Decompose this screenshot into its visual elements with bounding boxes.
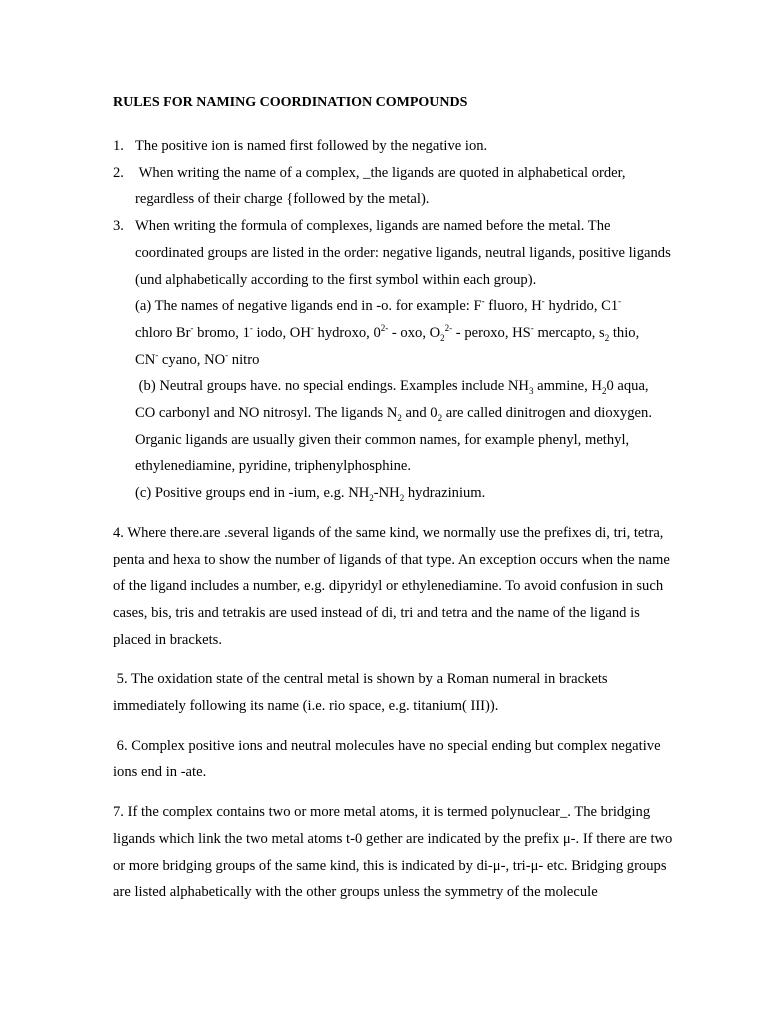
item-text: When writing the name of a complex, _the ligands are quoted in alphabetical order, regardless of their charge {followed by the metal).: [135, 164, 630, 208]
superscript: -: [155, 349, 159, 360]
text-run: thio,: [609, 324, 640, 341]
rules-list: [113, 133, 675, 507]
text-run: CN: [135, 351, 156, 368]
subscript: 3: [528, 386, 534, 397]
superscript: -: [541, 296, 545, 307]
superscript: -: [481, 296, 485, 307]
sub-item-b: [135, 373, 675, 480]
superscript: -: [310, 323, 314, 334]
superscript: 2-: [444, 323, 453, 334]
text-run: -NH: [373, 485, 400, 502]
superscript: -: [225, 349, 229, 360]
text-run: hydrazinium.: [404, 485, 486, 502]
sub-item-c: [135, 480, 675, 507]
document-page: [113, 93, 675, 906]
item-number: 1.: [113, 138, 124, 154]
text-run: bromo, 1: [193, 324, 250, 341]
spacer: [113, 507, 675, 520]
subscript: 2: [437, 412, 443, 423]
spacer: [113, 653, 675, 666]
text-run: fluoro, H: [484, 298, 542, 315]
sub-item-a: [135, 293, 675, 373]
text-run: ammine, H: [533, 378, 602, 395]
item-number: 3.: [113, 218, 124, 235]
item-text: When writing the formula of complexes, ligands are named before the metal. The coordinated groups are listed in the order: negative ligands, neutral ligands, positive ligands (und alphabetically according to the first symbol within each group).: [135, 218, 671, 288]
text-run: (b) Neutral groups have. no special endings. Examples include NH: [135, 378, 529, 395]
subscript: 2: [399, 493, 405, 504]
paragraph: 6. Complex positive ions and neutral molecules have no special ending but complex negative ions end in -ate.: [113, 737, 665, 781]
subscript: 2: [601, 386, 607, 397]
spacer: [113, 786, 675, 799]
text-run: and 0: [401, 405, 438, 422]
paragraph: 7. If the complex contains two or more metal atoms, it is termed polynuclear_. The bridging ligands which link the two metal atoms t-0 gether are indicated by the prefix μ-. If there are two or more bridging groups of the same kind, this is indicated by di-μ-, tri-μ- etc. Bridging groups are listed alphabetically with the other groups unless the symmetry of the molecule: [113, 804, 673, 901]
superscript: 2-: [380, 323, 389, 334]
text-run: (a) The names of negative ligands end in -o. for example: F: [135, 298, 482, 315]
text-run: - peroxo, HS: [452, 324, 531, 341]
item-number: 2.: [113, 164, 124, 181]
text-run: cyano, NO: [158, 351, 226, 368]
list-item: [113, 133, 675, 160]
superscript: -: [618, 296, 622, 307]
paragraph: 5. The oxidation state of the central metal is shown by a Roman numeral in brackets immediately following its name (i.e. rio space, e.g. titanium( III)).: [113, 671, 612, 715]
document-title: RULES FOR NAMING COORDINATION COMPOUNDS: [113, 95, 468, 110]
text-run: CO carbonyl and NO nitrosyl. The ligands N: [135, 405, 398, 422]
text-run: - oxo, O: [388, 324, 441, 341]
text-run: hydroxo, 0: [313, 324, 381, 341]
paragraph: 4. Where there.are .several ligands of the same kind, we normally use the prefixes di, tri, tetra, penta and hexa to show the number of ligands of that type. An exception occurs when the name of the ligand includes a number, e.g. dipyridyl or ethylenediamine. To avoid confusion in such cases, bis, tris and tetrakis are used instead of di, tri and tetra and the name of the ligand is placed in brackets.: [113, 524, 670, 648]
text-run: 0 aqua,: [606, 378, 649, 395]
item-text: The positive ion is named first followed by the negative ion.: [135, 138, 488, 154]
text-run: are called dinitrogen and dioxygen.: [442, 405, 652, 422]
text-run: nitro: [228, 351, 260, 368]
superscript: -: [190, 323, 194, 334]
subscript: 2: [369, 493, 374, 504]
spacer: [113, 720, 675, 733]
text-run: Organic ligands are usually given their common names, for example phenyl, methyl, ethylenediamine, pyridine, triphenylphosphine.: [135, 431, 630, 475]
text-run: hydrido, C1: [544, 298, 619, 315]
subscript: 2: [397, 412, 402, 423]
list-item: [113, 213, 675, 507]
text-run: (c) Positive groups end in -ium, e.g. NH: [135, 485, 370, 502]
text-run: iodo, OH: [252, 324, 311, 341]
superscript: -: [530, 323, 534, 334]
subscript: 2: [604, 332, 610, 343]
list-item: [113, 160, 675, 213]
text-run: mercapto, s: [533, 324, 605, 341]
text-run: chloro Br: [135, 324, 191, 341]
subscript: 2: [440, 332, 445, 343]
superscript: -: [249, 323, 253, 334]
